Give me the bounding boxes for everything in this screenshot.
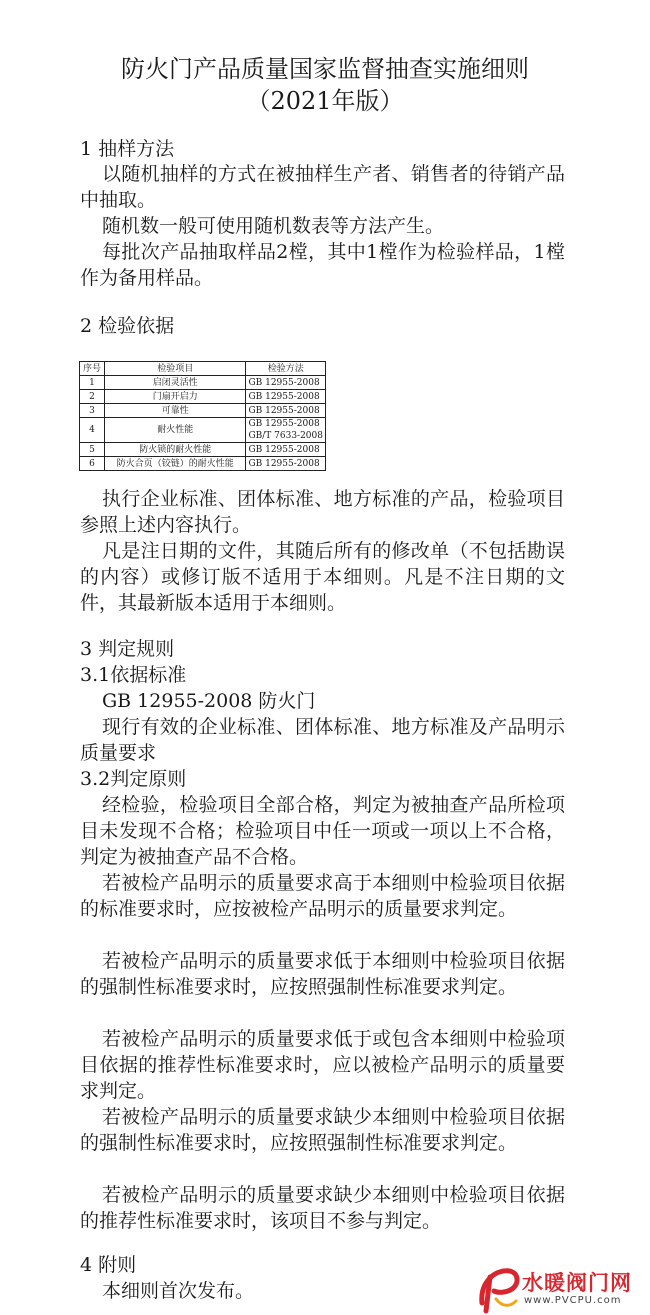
- row-number: 2: [80, 390, 105, 404]
- section-3-2-paragraph-1: 经检验，检验项目全部合格，判定为被抽查产品所检项目未发现不合格；检验项目中任一项或一项以上不合格，判定为被抽查产品不合格。: [80, 794, 565, 868]
- inspection-method-cell: [246, 418, 326, 443]
- inspection-method: GB 12955-2008: [246, 404, 326, 418]
- row-number: 3: [80, 404, 105, 418]
- section-2-paragraph-1: 执行企业标准、团体标准、地方标准的产品，检验项目参照上述内容执行。: [80, 488, 565, 536]
- inspection-items-table: [79, 361, 326, 471]
- section-3-2-paragraph-2: 若被检产品明示的质量要求高于本细则中检验项目依据的标准要求时，应按被检产品明示的质量要求判定。: [80, 872, 565, 920]
- standard-reference: GB 12955-2008 防火门: [102, 690, 316, 712]
- inspection-method: GB 12955-2008: [246, 443, 326, 457]
- inspection-item: 启闭灵活性: [105, 376, 246, 390]
- section-1-paragraph-2: 随机数一般可使用随机数表等方法产生。: [102, 215, 445, 237]
- site-logo-icon: [476, 1263, 522, 1315]
- inspection-method: GB 12955-2008: [246, 376, 326, 390]
- inspection-method: GB 12955-2008: [246, 390, 326, 404]
- section-3-2-paragraph-4: 若被检产品明示的质量要求低于或包含本细则中检验项目依据的推荐性标准要求时，应以被检产品明示的质量要求判定。: [80, 1028, 565, 1102]
- document-title: 防火门产品质量国家监督抽查实施细则: [121, 55, 529, 83]
- section-2-heading: 2 检验依据: [80, 315, 175, 337]
- section-1-heading: 1 抽样方法: [80, 138, 175, 160]
- inspection-item: 防火合页（铰链）的耐火性能: [105, 457, 246, 471]
- table-header-cell: 检验方法: [246, 362, 326, 376]
- section-2-paragraph-2: 凡是注日期的文件，其随后所有的修改单（不包括勘误的内容）或修订版不适用于本细则。凡是不注日期的文件，其最新版本适用于本细则。: [80, 540, 565, 614]
- row-number: 5: [80, 443, 105, 457]
- row-number: 4: [80, 418, 105, 443]
- inspection-method: GB 12955-2008: [246, 457, 326, 471]
- section-4-heading: 4 附则: [80, 1254, 137, 1276]
- inspection-method: GB 12955-2008: [248, 419, 320, 429]
- table-row: [80, 404, 326, 418]
- watermark-site-name: 水暖阀门网: [522, 1271, 632, 1295]
- section-3-2-paragraph-6: 若被检产品明示的质量要求缺少本细则中检验项目依据的推荐性标准要求时，该项目不参与判定。: [80, 1184, 565, 1232]
- table-row: [80, 376, 326, 390]
- watermark: [476, 1263, 650, 1315]
- table-row: [80, 390, 326, 404]
- document-subtitle: （2021年版）: [246, 87, 404, 115]
- inspection-item: 耐火性能: [105, 418, 246, 443]
- table-header-row: [80, 362, 326, 376]
- section-3-heading: 3 判定规则: [80, 638, 175, 660]
- table-row: [80, 418, 326, 443]
- table-header-cell: 序号: [80, 362, 105, 376]
- inspection-item: 门扇开启力: [105, 390, 246, 404]
- section-3-1-paragraph: 现行有效的企业标准、团体标准、地方标准及产品明示质量要求: [80, 716, 565, 764]
- section-3-1-heading: 3.1依据标准: [80, 664, 187, 686]
- inspection-method-secondary: GB/T 7633-2008: [248, 431, 323, 441]
- table-header-cell: 检验项目: [105, 362, 246, 376]
- table-row: [80, 443, 326, 457]
- watermark-url: www.PVCPU.com: [524, 1295, 622, 1306]
- row-number: 6: [80, 457, 105, 471]
- section-1-paragraph-1: 以随机抽样的方式在被抽样生产者、销售者的待销产品中抽取。: [80, 163, 565, 211]
- section-3-2-paragraph-3: 若被检产品明示的质量要求低于本细则中检验项目依据的强制性标准要求时，应按照强制性标准要求判定。: [80, 950, 565, 998]
- section-1-paragraph-3: 每批次产品抽取样品2樘，其中1樘作为检验样品，1樘作为备用样品。: [80, 241, 565, 289]
- row-number: 1: [80, 376, 105, 390]
- section-3-2-paragraph-5: 若被检产品明示的质量要求缺少本细则中检验项目依据的强制性标准要求时，应按照强制性标准要求判定。: [80, 1106, 565, 1154]
- inspection-item: 可靠性: [105, 404, 246, 418]
- section-4-paragraph: 本细则首次发布。: [102, 1280, 255, 1302]
- inspection-item: 防火锁的耐火性能: [105, 443, 246, 457]
- table-row: [80, 457, 326, 471]
- section-3-2-heading: 3.2判定原则: [80, 768, 187, 790]
